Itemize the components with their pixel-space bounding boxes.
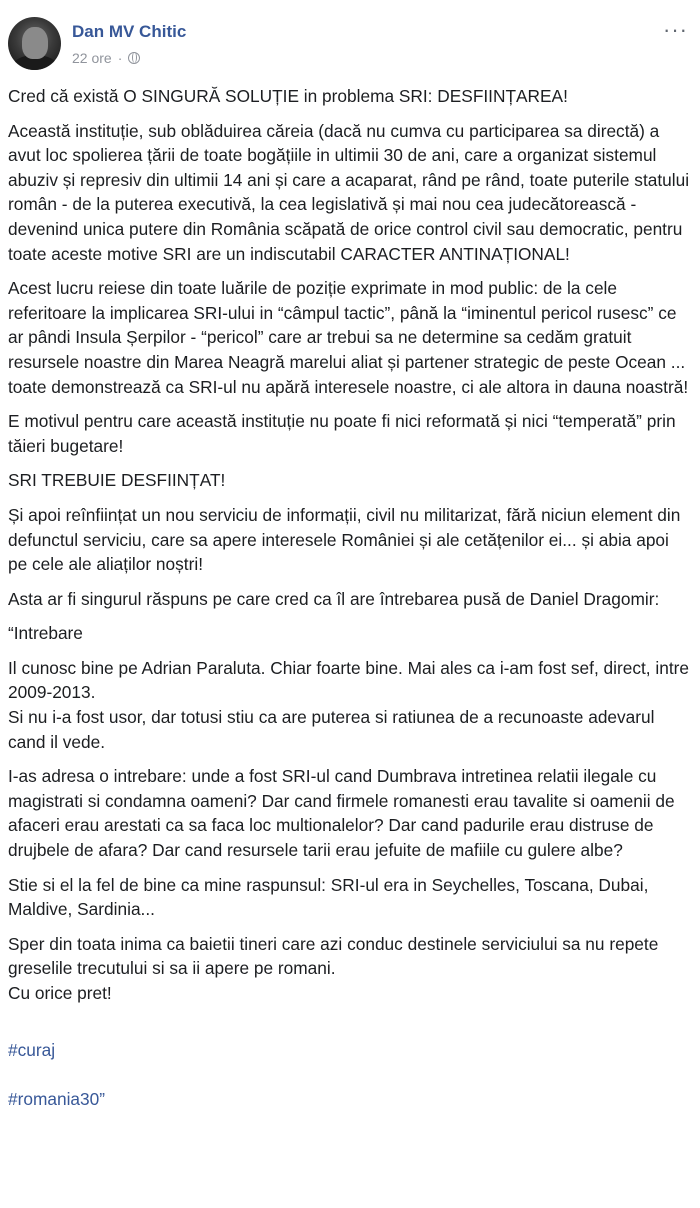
author-name[interactable]: Dan MV Chitic xyxy=(72,22,187,41)
post-body xyxy=(8,84,692,1147)
post-time[interactable]: 22 ore xyxy=(72,50,112,66)
paragraph-1: Cred că există O SINGURĂ SOLUȚIE in problema SRI: DESFIINȚAREA! xyxy=(8,86,568,106)
paragraph-8: “Intrebare xyxy=(8,623,83,644)
paragraph-2: Această instituție, sub oblăduirea căreia (dacă nu cumva cu participarea sa directă) a avut loc spolierea țării de toate bogățiile in ultimii 30 de ani, care a organizat sistemul abuziv și represiv din ultimii 14 ani și care a acaparat, rând pe rând, toate puterile statului român - de la puterea executivă, la cea legislativă și mai nou cea judecătorească - devenind unica putere din România scăpată de orice control civil sau democratic, pentru toate aceste motive SRI are un indiscutabil CARACTER ANTINAȚIONAL! xyxy=(8,120,690,264)
avatar-face xyxy=(22,27,48,59)
post-meta xyxy=(72,50,140,66)
paragraph-9: Il cunosc bine pe Adrian Paraluta. Chiar foarte bine. Mai ales ca i-am fost sef, direct, intre 2009-2013. Si nu i-a fost usor, dar totusi stiu ca are puterea si ratiunea de a recunoaste adevarul cand il vede. xyxy=(8,657,690,752)
hashtag-romania30[interactable]: #romania30” xyxy=(8,1089,106,1110)
paragraph-4: E motivul pentru care această instituție nu poate fi nici reformată și nici “temperată” prin tăieri bugetare! xyxy=(8,411,676,456)
hashtag-curaj[interactable]: #curaj xyxy=(8,1040,56,1061)
avatar[interactable] xyxy=(8,17,61,70)
post-header xyxy=(8,10,692,70)
globe-icon[interactable] xyxy=(128,52,140,64)
hashtags xyxy=(8,1014,692,1137)
paragraph-6: Și apoi reînființat un nou serviciu de informații, civil nu militarizat, fără niciun element din defunctul serviciu, care sa apere interesele României și ale cetățenilor ei... și abia apoi pe cele ale aliaților noștri! xyxy=(8,504,681,575)
paragraph-3: Acest lucru reiese din toate luările de poziție exprimate in mod public: de la cele referitoare la implicarea SRI-ului in “câmpul tactic”, până la “iminentul pericol rusesc” ce ar pândi Insula Șerpilor - “pericol” care ar trebui sa ne determine sa cedăm gratuit resursele noastre din Marea Neagră marelui aliat și partener strategic de peste Ocean ... toate demonstrează ca SRI-ul nu apără interesele noastre, ci ale altora in dauna noastră! xyxy=(8,278,689,397)
paragraph-5: SRI TREBUIE DESFIINȚAT! xyxy=(8,470,226,491)
paragraph-7: Asta ar fi singurul răspuns pe care cred ca îl are întrebarea pusă de Daniel Dragomir: xyxy=(8,588,660,609)
paragraph-11: Stie si el la fel de bine ca mine raspunsul: SRI-ul era in Seychelles, Toscana, Dubai, Maldive, Sardinia... xyxy=(8,874,649,920)
paragraph-10: I-as adresa o intrebare: unde a fost SRI-ul cand Dumbrava intretinea relatii ilegale cu magistrati si condamna oameni? Dar cand firmele romanesti erau tavalite si oamenii de afaceri erau arestati ca sa faca loc multionalelor? Dar cand padurile erau distruse de drujbele de afara? Dar cand resursele tarii erau jefuite de mafiile cu gulere albe? xyxy=(8,766,675,861)
meta-separator: · xyxy=(117,50,123,66)
paragraph-12: Sper din toata inima ca baietii tineri care azi conduc destinele serviciului sa nu repete greselile trecutului si sa ii apere pe romani. Cu orice pret! xyxy=(8,933,659,1003)
more-options-icon[interactable]: ··· xyxy=(663,17,688,42)
